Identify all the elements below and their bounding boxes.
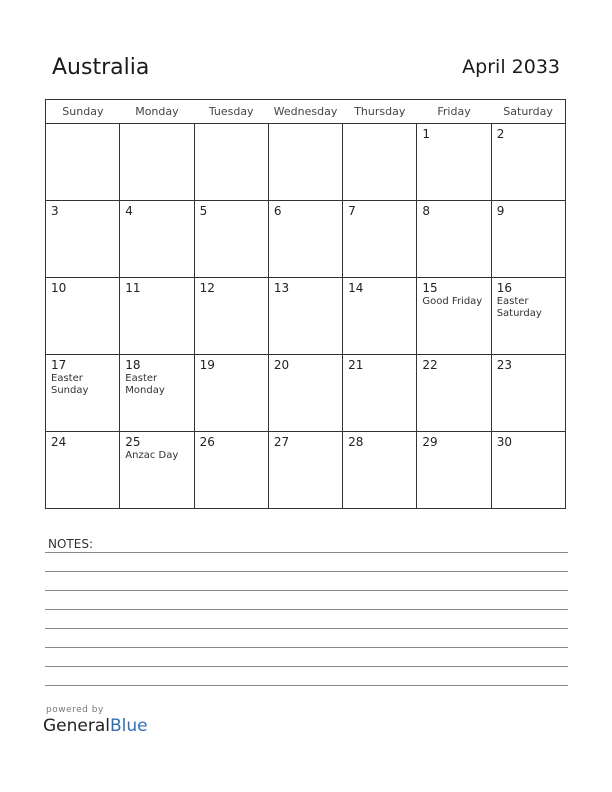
calendar-day-cell [491, 278, 565, 355]
calendar-week-row [46, 278, 566, 355]
note-line [45, 571, 568, 572]
calendar-day-cell [491, 201, 565, 278]
calendar-day-cell [268, 355, 342, 432]
day-number: 19 [199, 358, 215, 372]
weekday-header: Sunday [46, 100, 120, 124]
notes-label: NOTES: [48, 537, 93, 551]
day-number: 5 [199, 204, 208, 218]
calendar-day-cell [120, 355, 194, 432]
calendar-day-cell [417, 278, 491, 355]
day-number: 9 [496, 204, 505, 218]
day-number: 26 [199, 435, 215, 449]
day-number: 12 [199, 281, 215, 295]
calendar-day-cell [46, 432, 120, 509]
calendar-day-cell [46, 201, 120, 278]
calendar-day-cell [343, 355, 417, 432]
day-number: 29 [422, 435, 438, 449]
day-number: 30 [496, 435, 512, 449]
note-line [45, 552, 568, 553]
calendar-week-row [46, 124, 566, 201]
holiday-label: Good Friday [422, 296, 483, 307]
calendar-day-cell [491, 355, 565, 432]
powered-by-text: powered by [46, 705, 104, 715]
calendar-day-cell [343, 278, 417, 355]
day-number: 6 [273, 204, 282, 218]
calendar-day-cell [120, 124, 194, 201]
day-number: 8 [422, 204, 431, 218]
day-number: 10 [51, 281, 67, 295]
weekday-header: Thursday [343, 100, 417, 124]
day-number: 23 [496, 358, 512, 372]
note-line [45, 590, 568, 591]
holiday-label: Easter Saturday [496, 296, 542, 319]
calendar-day-cell [120, 201, 194, 278]
calendar-day-cell [46, 355, 120, 432]
calendar-day-cell [194, 124, 268, 201]
calendar-week-row [46, 432, 566, 509]
note-line [45, 685, 568, 686]
day-number: 4 [125, 204, 133, 218]
calendar-day-cell [268, 201, 342, 278]
day-number: 13 [273, 281, 290, 295]
generalblue-logo [43, 716, 148, 736]
day-number: 20 [273, 358, 290, 372]
day-number: 14 [348, 281, 364, 295]
note-line [45, 647, 568, 648]
brand-blue-text: Blue [110, 716, 148, 736]
day-number: 15 [422, 281, 438, 295]
weekday-header: Wednesday [268, 100, 342, 124]
calendar-day-cell [491, 124, 565, 201]
brand-general-text: General [43, 716, 110, 736]
day-number: 7 [348, 204, 356, 218]
day-number: 25 [125, 435, 141, 449]
calendar-day-cell [46, 278, 120, 355]
calendar-day-cell [194, 278, 268, 355]
calendar-day-cell [268, 124, 342, 201]
note-line [45, 628, 568, 629]
holiday-label: Anzac Day [125, 450, 179, 461]
day-number: 24 [51, 435, 67, 449]
weekday-header: Monday [120, 100, 194, 124]
holiday-label: Easter Sunday [51, 373, 89, 396]
calendar-country-title: Australia [52, 55, 150, 80]
day-number: 22 [422, 358, 438, 372]
day-number: 1 [422, 127, 431, 141]
day-number: 28 [348, 435, 364, 449]
day-number: 17 [51, 358, 67, 372]
calendar-day-cell [46, 124, 120, 201]
day-number: 16 [496, 281, 512, 295]
calendar-day-cell [417, 124, 491, 201]
weekday-header: Tuesday [194, 100, 268, 124]
calendar-day-cell [491, 432, 565, 509]
calendar-month-title: April 2033 [462, 56, 560, 78]
day-number: 11 [125, 281, 141, 295]
day-number: 18 [125, 358, 141, 372]
calendar-day-cell [343, 201, 417, 278]
holiday-label: Easter Monday [125, 373, 165, 396]
calendar-week-row [46, 355, 566, 432]
day-number: 21 [348, 358, 364, 372]
calendar-day-cell [268, 432, 342, 509]
calendar-day-cell [417, 355, 491, 432]
calendar-day-cell [120, 432, 194, 509]
weekday-header: Saturday [491, 100, 565, 124]
weekday-header-row [46, 100, 566, 124]
calendar-week-row [46, 201, 566, 278]
calendar-day-cell [343, 432, 417, 509]
calendar-day-cell [194, 432, 268, 509]
calendar-day-cell [343, 124, 417, 201]
calendar-day-cell [120, 278, 194, 355]
day-number: 3 [51, 204, 59, 218]
calendar-day-cell [417, 432, 491, 509]
note-line [45, 666, 568, 667]
calendar-day-cell [417, 201, 491, 278]
calendar-day-cell [194, 355, 268, 432]
calendar-day-cell [194, 201, 268, 278]
calendar-day-cell [268, 278, 342, 355]
calendar-grid [45, 99, 566, 509]
day-number: 2 [496, 127, 505, 141]
note-line [45, 609, 568, 610]
day-number: 27 [273, 435, 290, 449]
weekday-header: Friday [417, 100, 491, 124]
